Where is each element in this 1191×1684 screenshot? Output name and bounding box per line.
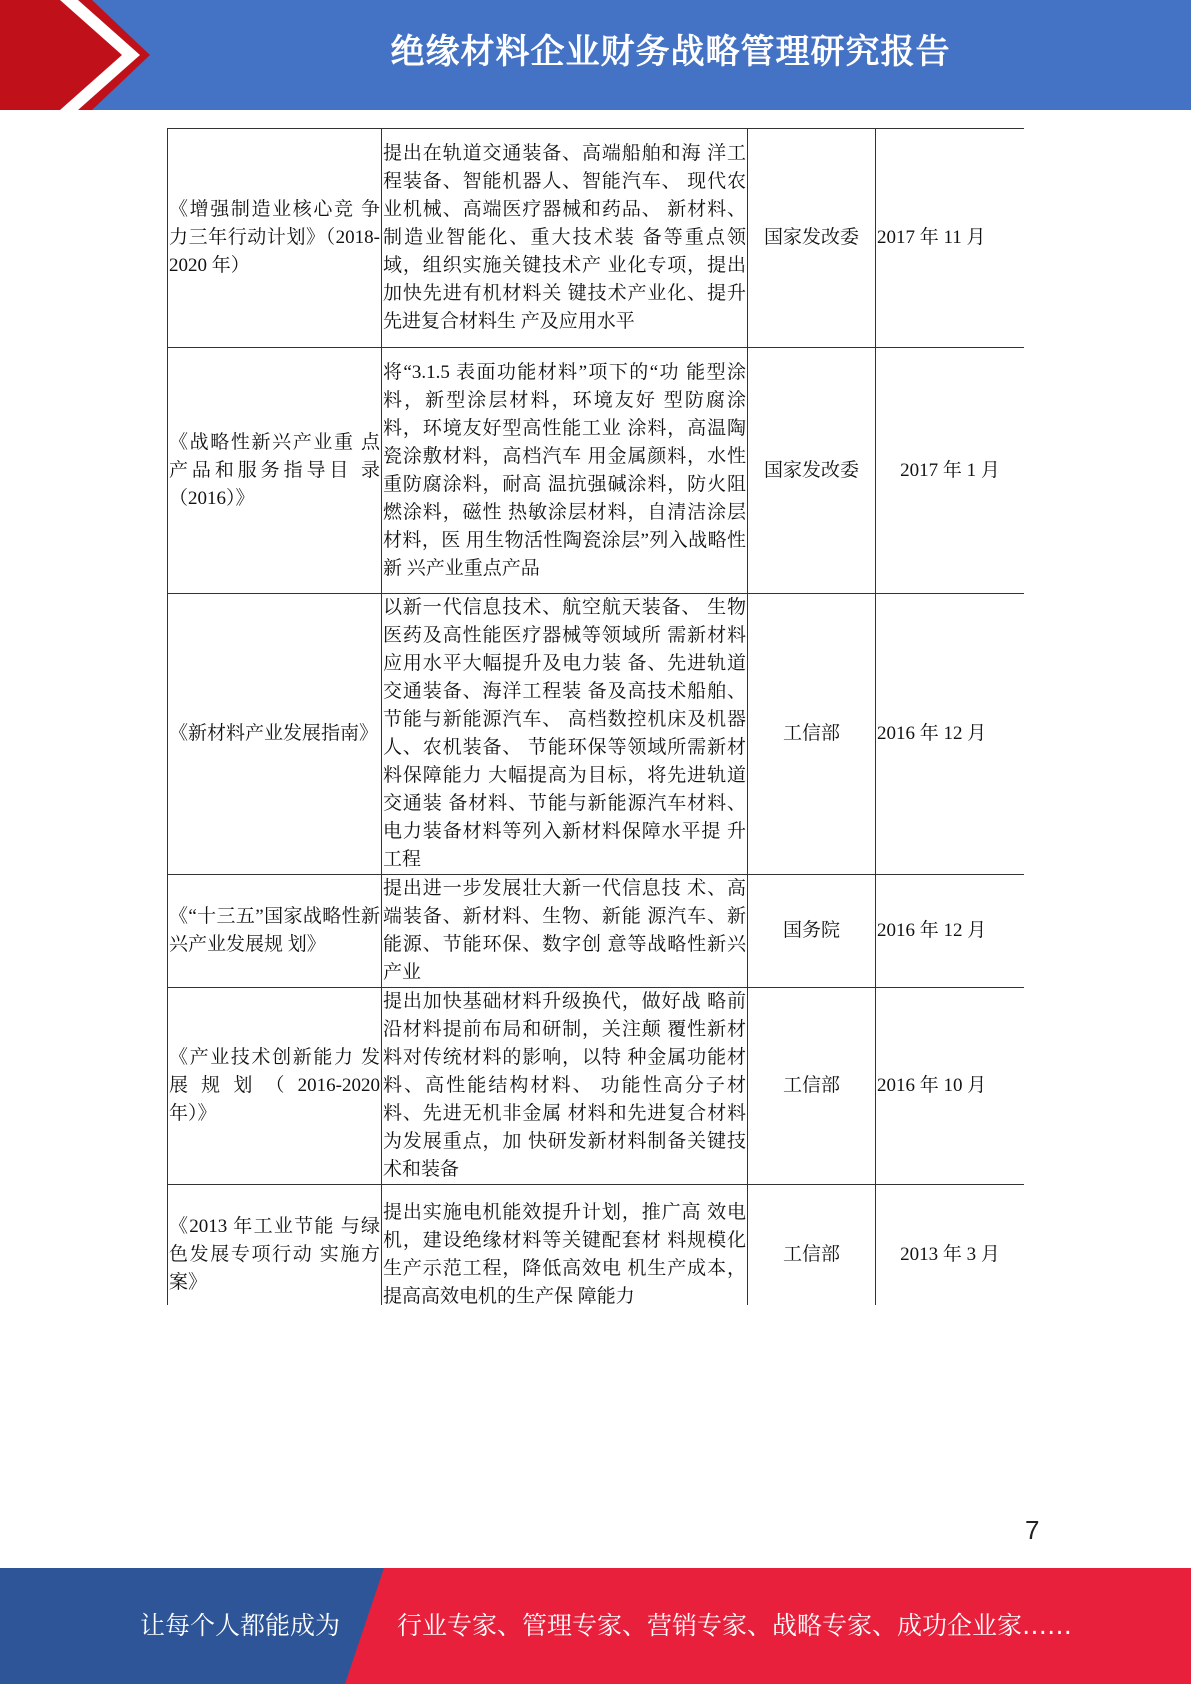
policy-document-cell: 《增强制造业核心竞 争力三年行动计划》（2018-2020 年） [168,129,382,348]
policy-content-cell: 将“3.1.5 表面功能材料”项下的“功 能型涂料，新型涂层材料，环境友好 型防腐涂料，环境友好型高性能工业 涂料，高温陶瓷涂敷材料，高档汽车 用金属颜料，水性重防腐涂料，耐高 温抗强碱涂料，防火阻燃涂料，磁性 热敏涂层材料，自清洁涂层材料，医 用生物活性陶瓷涂层”列入战略性新 兴产业重点产品 [382,348,748,594]
table-row [168,129,1025,348]
policy-document-cell: 《战略性新兴产业重 点产品和服务指导目 录（2016）》 [168,348,382,594]
policy-content-cell: 以新一代信息技术、航空航天装备、 生物医药及高性能医疗器械等领域所 需新材料应用水平大幅提升及电力装 备、先进轨道交通装备、海洋工程装 备及高技术船舶、节能与新能源汽车、 高档数控机床及机器人、农机装备、 节能环保等领域所需新材料保障能力 大幅提高为目标，将先进轨道交通装 备材料、节能与新能源汽车材料、电力装备材料等列入新材料保障水平提 升工程 [382,594,748,875]
policy-table-container [167,128,1024,1305]
page-header [0,0,1191,110]
issue-date-cell: 2013 年 3 月 [876,1185,1025,1306]
page-number: 7 [1025,1515,1040,1545]
footer-slogan-right: 行业专家、管理专家、营销专家、战略专家、成功企业家…… [397,1611,1073,1640]
policy-content-cell: 提出在轨道交通装备、高端船舶和海 洋工程装备、智能机器人、智能汽车、 现代农业机械、高端医疗器械和药品、 新材料、制造业智能化、重大技术装 备等重点领域，组织实施关键技术产 业化专项，提出加快先进有机材料关 键技术产业化、提升先进复合材料生 产及应用水平 [382,129,748,348]
table-row [168,988,1025,1185]
policy-content-cell: 提出进一步发展壮大新一代信息技 术、高端装备、新材料、生物、新能 源汽车、新能源、节能环保、数字创 意等战略性新兴产业 [382,875,748,988]
policy-table [167,128,1024,1305]
issue-date-cell: 2017 年 11 月 [876,129,1025,348]
policy-content-cell: 提出加快基础材料升级换代，做好战 略前沿材料提前布局和研制，关注颠 覆性新材料对传统材料的影响，以特 种金属功能材料、高性能结构材料、 功能性高分子材料、先进无机非金属 材料和先进复合材料为发展重点，加 快研发新材料制备关键技术和装备 [382,988,748,1185]
issue-date-cell: 2016 年 10 月 [876,988,1025,1185]
issue-date-cell: 2016 年 12 月 [876,875,1025,988]
table-row [168,348,1025,594]
issue-date-cell: 2016 年 12 月 [876,594,1025,875]
issue-date-cell: 2017 年 1 月 [876,348,1025,594]
policy-document-cell: 《新材料产业发展指南》 [168,594,382,875]
report-title: 绝缘材料企业财务战略管理研究报告 [390,32,951,72]
header-red-arrow [0,0,150,110]
policy-document-cell: 《2013 年工业节能 与绿色发展专项行动 实施方案》 [168,1185,382,1306]
policy-content-cell: 提出实施电机能效提升计划，推广高 效电机，建设绝缘材料等关键配套材 料规模化生产示范工程，降低高效电 机生产成本，提高高效电机的生产保 障能力 [382,1185,748,1306]
table-row [168,875,1025,988]
table-row [168,594,1025,875]
issuing-org-cell: 国务院 [748,875,876,988]
policy-document-cell: 《产业技术创新能力 发展 规 划 （ 2016-2020 年）》 [168,988,382,1185]
table-row [168,1185,1025,1306]
issuing-org-cell: 国家发改委 [748,348,876,594]
issuing-org-cell: 国家发改委 [748,129,876,348]
issuing-org-cell: 工信部 [748,988,876,1185]
issuing-org-cell: 工信部 [748,1185,876,1306]
policy-document-cell: 《“十三五”国家战略性新兴产业发展规 划》 [168,875,382,988]
footer-slogan-left: 让每个人都能成为 [140,1611,341,1640]
issuing-org-cell: 工信部 [748,594,876,875]
page-footer [0,1568,1191,1684]
